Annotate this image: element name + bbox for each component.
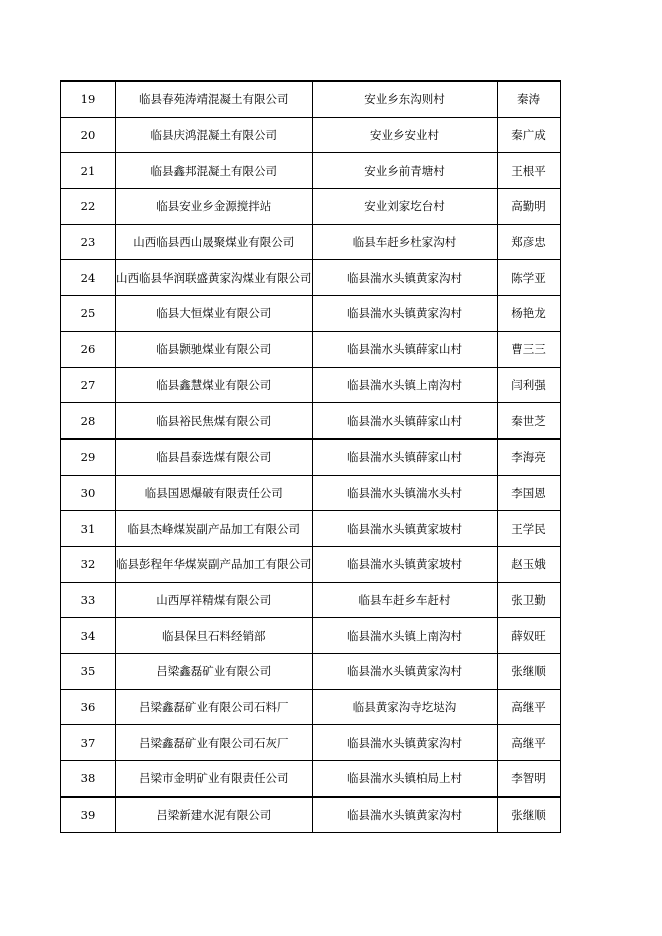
row-number	[61, 475, 116, 511]
row-number	[61, 367, 116, 403]
company-location-text: 临县车赶乡杜家沟村	[352, 235, 457, 250]
company-name	[116, 546, 313, 582]
company-name-text: 临县保旦石料经销部	[162, 628, 266, 643]
company-location-text: 临县湍水头镇黄家沟村	[347, 808, 462, 823]
company-name	[116, 475, 313, 511]
company-name	[116, 618, 313, 654]
row-number-text: 33	[80, 592, 96, 607]
table-row	[61, 689, 561, 725]
row-number-text: 35	[80, 664, 96, 679]
table-row	[61, 582, 561, 618]
contact-person	[497, 81, 560, 117]
row-number-text: 31	[80, 521, 96, 536]
row-number	[61, 797, 116, 833]
company-name-text: 吕梁鑫磊矿业有限公司石料厂	[139, 700, 289, 715]
table-row	[61, 81, 561, 117]
company-location-text: 临县湍水头镇湍水头村	[347, 485, 462, 500]
row-number	[61, 153, 116, 189]
table-row	[61, 153, 561, 189]
row-number-text: 34	[80, 628, 96, 643]
table-row	[61, 296, 561, 332]
company-name-text: 山西厚祥精煤有限公司	[156, 592, 272, 607]
table-row	[61, 654, 561, 690]
company-location	[312, 582, 497, 618]
company-location-text: 临县湍水头镇薛家山村	[347, 413, 462, 428]
company-location	[312, 403, 497, 439]
contact-person-text: 赵玉娥	[511, 557, 546, 572]
table-row	[61, 367, 561, 403]
contact-person	[497, 439, 560, 475]
company-name	[116, 153, 313, 189]
row-number-text: 28	[80, 413, 96, 428]
contact-person-text: 张继顺	[511, 664, 546, 679]
company-name	[116, 296, 313, 332]
company-location	[312, 81, 497, 117]
company-location-text: 临县湍水头镇薛家山村	[347, 342, 462, 357]
contact-person	[497, 367, 560, 403]
company-name-text: 临县庆鸿混凝土有限公司	[150, 128, 277, 143]
company-name	[116, 582, 313, 618]
company-location	[312, 689, 497, 725]
company-location-text: 临县车赶乡车赶村	[358, 592, 451, 607]
company-location	[312, 654, 497, 690]
contact-person-text: 高继平	[511, 700, 546, 715]
row-number-text: 29	[80, 450, 96, 465]
table-row	[61, 331, 561, 367]
company-name	[116, 511, 313, 547]
table-row	[61, 797, 561, 833]
company-location-text: 临县湍水头镇薛家山村	[347, 450, 462, 465]
company-location-text: 临县湍水头镇黄家坡村	[347, 521, 462, 536]
row-number-text: 20	[80, 128, 96, 143]
company-name	[116, 117, 313, 153]
row-number	[61, 439, 116, 475]
company-name-text: 临县颢驰煤业有限公司	[156, 342, 272, 357]
company-name-text: 临县鑫邦混凝土有限公司	[150, 163, 277, 178]
company-name-text: 吕梁市金明矿业有限责任公司	[139, 771, 289, 786]
row-number	[61, 189, 116, 225]
company-location-text: 临县湍水头镇黄家沟村	[347, 664, 462, 679]
row-number	[61, 654, 116, 690]
company-location	[312, 224, 497, 260]
table-row	[61, 725, 561, 761]
row-number	[61, 331, 116, 367]
contact-person-text: 李海亮	[511, 450, 546, 465]
row-number-text: 26	[80, 342, 96, 357]
contact-person-text: 陈学亚	[511, 270, 546, 285]
row-number-text: 38	[80, 771, 96, 786]
company-name-text: 临县国恩爆破有限责任公司	[144, 485, 283, 500]
company-location	[312, 511, 497, 547]
company-location	[312, 761, 497, 797]
table-row	[61, 475, 561, 511]
company-name-text: 吕梁鑫磊矿业有限公司	[156, 664, 272, 679]
company-name	[116, 797, 313, 833]
company-name-text: 临县昌泰选煤有限公司	[156, 450, 272, 465]
contact-person-text: 秦涛	[517, 92, 540, 107]
company-location	[312, 367, 497, 403]
row-number-text: 25	[80, 306, 96, 321]
row-number-text: 21	[80, 163, 96, 178]
row-number	[61, 296, 116, 332]
table-row	[61, 403, 561, 439]
contact-person	[497, 224, 560, 260]
contact-person	[497, 761, 560, 797]
row-number-text: 19	[80, 92, 96, 107]
company-location-text: 临县湍水头镇上南沟村	[347, 628, 462, 643]
table-row	[61, 117, 561, 153]
contact-person	[497, 797, 560, 833]
row-number-text: 30	[80, 485, 96, 500]
row-number	[61, 725, 116, 761]
row-number-text: 36	[80, 700, 96, 715]
contact-person	[497, 582, 560, 618]
row-number-text: 23	[80, 235, 96, 250]
table-row	[61, 260, 561, 296]
contact-person	[497, 689, 560, 725]
company-location	[312, 189, 497, 225]
company-name-text: 临县春苑涛靖混凝土有限公司	[139, 92, 289, 107]
contact-person	[497, 546, 560, 582]
company-name-text: 山西临县华润联盛黄家沟煤业有限公司	[116, 270, 312, 285]
company-name	[116, 331, 313, 367]
contact-person-text: 秦世芝	[511, 413, 546, 428]
company-name	[116, 689, 313, 725]
row-number-text: 37	[80, 735, 96, 750]
contact-person	[497, 153, 560, 189]
row-number	[61, 117, 116, 153]
table-row	[61, 618, 561, 654]
table-row	[61, 224, 561, 260]
company-location-text: 临县湍水头镇黄家沟村	[347, 306, 462, 321]
company-location	[312, 296, 497, 332]
company-location-text: 临县黄家沟寺圪垯沟	[352, 700, 457, 715]
contact-person-text: 高勤明	[511, 199, 546, 214]
contact-person-text: 薛奴旺	[511, 628, 546, 643]
company-location-text: 安业乡东沟则村	[364, 92, 445, 107]
company-name	[116, 654, 313, 690]
contact-person	[497, 725, 560, 761]
company-location	[312, 475, 497, 511]
contact-person	[497, 475, 560, 511]
company-location	[312, 153, 497, 189]
row-number-text: 32	[80, 557, 96, 572]
row-number-text: 24	[80, 270, 96, 285]
row-number	[61, 618, 116, 654]
contact-person-text: 曹三三	[511, 342, 546, 357]
company-location-text: 临县湍水头镇柏局上村	[347, 771, 462, 786]
company-name-text: 临县大恒煤业有限公司	[156, 306, 272, 321]
table-row	[61, 546, 561, 582]
row-number	[61, 403, 116, 439]
row-number-text: 39	[80, 808, 96, 823]
company-location-text: 临县湍水头镇黄家坡村	[347, 557, 462, 572]
company-name	[116, 403, 313, 439]
contact-person	[497, 331, 560, 367]
company-name-text: 临县杰峰煤炭副产品加工有限公司	[127, 521, 300, 536]
contact-person-text: 王学民	[511, 521, 546, 536]
contact-person-text: 王根平	[511, 163, 546, 178]
company-location	[312, 331, 497, 367]
contact-person-text: 秦广成	[511, 128, 546, 143]
company-location-text: 临县湍水头镇黄家沟村	[347, 735, 462, 750]
contact-person-text: 张继顺	[511, 808, 546, 823]
table-row	[61, 761, 561, 797]
row-number	[61, 689, 116, 725]
contact-person-text: 李智明	[511, 771, 546, 786]
contact-person	[497, 654, 560, 690]
contact-person	[497, 296, 560, 332]
company-name	[116, 367, 313, 403]
company-location	[312, 260, 497, 296]
enterprise-table	[60, 80, 561, 833]
row-number-text: 22	[80, 199, 96, 214]
row-number	[61, 511, 116, 547]
contact-person-text: 张卫勤	[511, 592, 546, 607]
row-number	[61, 761, 116, 797]
company-name-text: 临县安业乡金源搅拌站	[156, 199, 272, 214]
table-row	[61, 189, 561, 225]
row-number	[61, 260, 116, 296]
company-location	[312, 117, 497, 153]
company-name	[116, 260, 313, 296]
company-location	[312, 797, 497, 833]
row-number	[61, 224, 116, 260]
company-location-text: 临县湍水头镇黄家沟村	[347, 270, 462, 285]
company-location-text: 安业刘家圪台村	[364, 199, 445, 214]
company-location	[312, 725, 497, 761]
company-name-text: 临县彭程年华煤炭副产品加工有限公司	[116, 557, 312, 572]
company-name	[116, 761, 313, 797]
contact-person	[497, 117, 560, 153]
company-location-text: 安业乡前青塘村	[364, 163, 445, 178]
company-location	[312, 546, 497, 582]
company-location-text: 临县湍水头镇上南沟村	[347, 377, 462, 392]
company-name	[116, 81, 313, 117]
company-location-text: 安业乡安业村	[370, 128, 439, 143]
company-name	[116, 224, 313, 260]
contact-person	[497, 511, 560, 547]
contact-person-text: 高继平	[511, 735, 546, 750]
row-number-text: 27	[80, 377, 96, 392]
row-number	[61, 546, 116, 582]
row-number	[61, 81, 116, 117]
company-name-text: 吕梁新建水泥有限公司	[156, 808, 272, 823]
company-name-text: 山西临县西山晟聚煤业有限公司	[133, 235, 295, 250]
contact-person	[497, 403, 560, 439]
company-name-text: 吕梁鑫磊矿业有限公司石灰厂	[139, 735, 289, 750]
company-name-text: 临县鑫慧煤业有限公司	[156, 377, 272, 392]
contact-person-text: 郑彦忠	[511, 235, 546, 250]
company-location	[312, 618, 497, 654]
contact-person-text: 杨艳龙	[511, 306, 546, 321]
contact-person-text: 闫利强	[511, 377, 546, 392]
table-row	[61, 439, 561, 475]
row-number	[61, 582, 116, 618]
contact-person-text: 李国恩	[511, 485, 546, 500]
company-location	[312, 439, 497, 475]
company-name-text: 临县裕民焦煤有限公司	[156, 413, 272, 428]
contact-person	[497, 260, 560, 296]
contact-person	[497, 189, 560, 225]
table-body	[61, 81, 561, 833]
table-row	[61, 511, 561, 547]
contact-person	[497, 618, 560, 654]
company-name	[116, 725, 313, 761]
company-name	[116, 189, 313, 225]
company-name	[116, 439, 313, 475]
